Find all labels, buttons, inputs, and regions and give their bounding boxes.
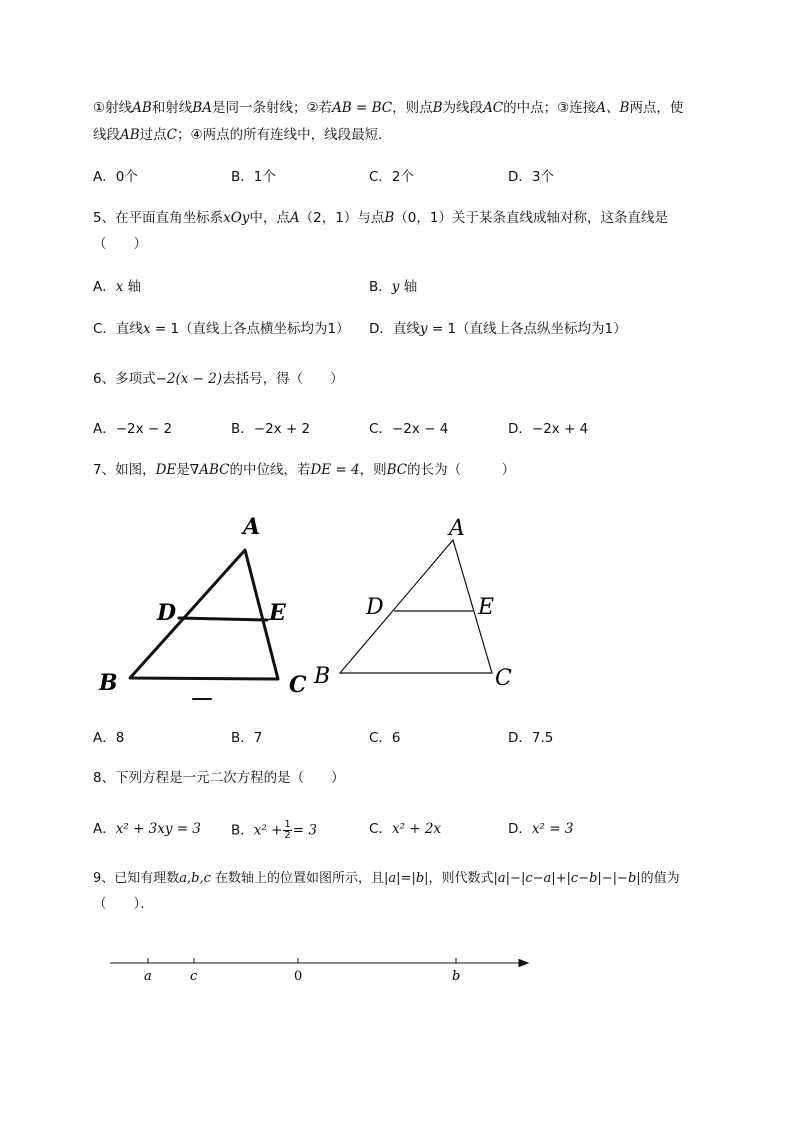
label-c-left: C: [289, 672, 307, 698]
q5-option-a[interactable]: A．x 轴: [93, 279, 142, 295]
q6-option-a[interactable]: A．−2x − 2: [93, 421, 173, 437]
q7-option-c[interactable]: C．6: [369, 730, 401, 746]
q9-stem: 9、已知有理数a,b,c 在数轴上的位置如图所示，且|a|=|b|，则代数式|a|−|c−a|+|c−b|−|−b|的值为: [93, 871, 680, 886]
label-a-right: A: [449, 516, 465, 541]
q5-paren: （ ）: [93, 236, 147, 252]
label-e-left: E: [269, 600, 286, 626]
label-e-right: E: [478, 595, 495, 620]
q5-option-c[interactable]: C．直线x = 1（直线上各点横坐标均为1）: [93, 321, 350, 337]
q5-option-d[interactable]: D．直线y = 1（直线上各点纵坐标均为1）: [369, 321, 627, 337]
q4-option-b[interactable]: B．1个: [231, 169, 276, 185]
q6-stem: 6、多项式−2(x − 2)去括号，得（ ）: [93, 371, 344, 387]
q7-option-d[interactable]: D．7.5: [508, 730, 554, 746]
q5-stem: 5、在平面直角坐标系xOy中，点A（2，1）与点B（0，1）关于某条直线成轴对称，这条直线是: [93, 210, 668, 226]
triangle-left-shape: [130, 550, 278, 699]
triangle-right-shape: [340, 540, 495, 673]
q7-option-b[interactable]: B．7: [231, 730, 263, 746]
q8-stem: 8、下列方程是一元二次方程的是（ ）: [93, 770, 345, 786]
q4-line2: 线段AB过点C；④两点的所有连线中，线段最短．: [93, 127, 392, 143]
label-d-left: D: [157, 600, 177, 626]
q4-option-c[interactable]: C．2个: [369, 169, 415, 185]
q7-option-a[interactable]: A．8: [93, 730, 125, 746]
axis-arrow-icon: [519, 960, 528, 967]
q8-option-b[interactable]: B．x² + $\frac{1}{2}$ = 3: [231, 819, 317, 841]
q6-option-d[interactable]: D．−2x + 4: [508, 421, 589, 437]
q4-option-a[interactable]: A．0个: [93, 169, 138, 185]
q8-option-d[interactable]: D．x² = 3: [508, 821, 574, 837]
label-b-left: B: [99, 670, 118, 696]
label-d-right: D: [366, 595, 384, 620]
q6-option-b[interactable]: B．−2x + 2: [231, 421, 311, 437]
label-a-left: A: [243, 514, 261, 540]
q4-line1: ①射线AB和射线BA是同一条射线；②若AB = BC，则点B为线段AC的中点；③连接A、B两点，使: [93, 100, 684, 116]
q9-paren: （ ）．: [93, 896, 154, 912]
q8-option-c[interactable]: C．x² + 2x: [369, 821, 442, 837]
q6-option-c[interactable]: C．−2x − 4: [369, 421, 449, 437]
label-b-right: B: [314, 664, 331, 689]
q7-stem: 7、如图，DE是∇ABC的中位线，若DE = 4，则BC的长为（ ）: [93, 462, 516, 478]
q7-figure-left: [95, 510, 320, 705]
q4-option-d[interactable]: D．3个: [508, 169, 554, 185]
fraction-one-half: $\frac{1}{2}$: [284, 819, 291, 841]
q5-option-b[interactable]: B．y 轴: [369, 279, 418, 295]
label-c-right: C: [495, 666, 512, 691]
axis-label-c: c: [190, 969, 198, 984]
q7-figure-right: [310, 510, 530, 695]
q8-option-a[interactable]: A．x² + 3xy = 3: [93, 821, 201, 837]
axis-label-b: b: [452, 969, 461, 984]
axis-label-a: a: [144, 969, 152, 984]
q9-number-line: [100, 950, 540, 990]
axis-label-0: 0: [294, 969, 303, 984]
